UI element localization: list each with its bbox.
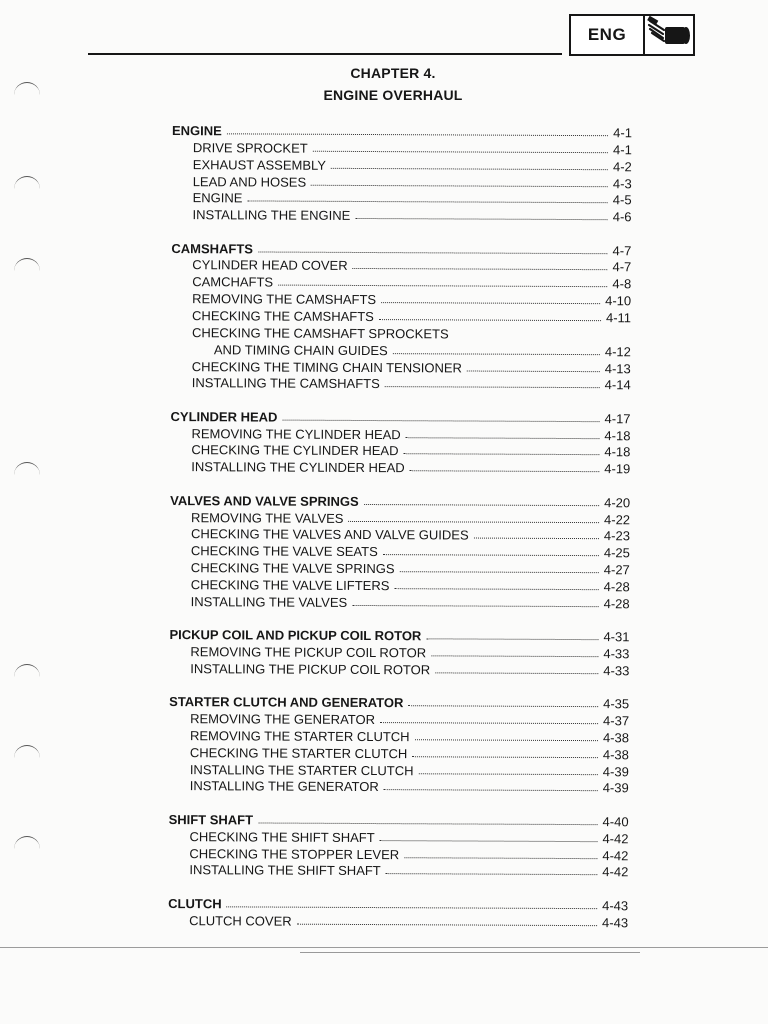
section-badge [569,14,695,56]
toc-page-number: 4-17 [604,410,631,426]
toc-entry-title: INSTALLING THE GENERATOR [189,778,379,795]
toc-entry-title: REMOVING THE CAMSHAFTS [192,291,377,308]
section-badge-label: ENG [587,25,627,44]
toc-entry [193,207,632,226]
dot-leader [364,494,599,506]
toc-page-number: 4-38 [602,746,629,762]
toc-entry-title: REMOVING THE STARTER CLUTCH [189,728,410,745]
dot-leader [386,863,598,875]
toc-page-number: 4-40 [602,813,629,830]
toc-entry-title: CYLINDER HEAD [170,408,278,425]
toc-entry-title: INSTALLING THE CAMSHAFTS [191,375,380,392]
toc-entry-title: INSTALLING THE ENGINE [192,207,351,224]
toc-entry-title: CHECKING THE CAMSHAFT SPROCKETS [191,324,449,342]
dot-leader [313,141,608,153]
toc-page-number: 4-39 [602,763,629,779]
engine-piston-icon [643,15,693,55]
toc-page-number: 4-11 [605,310,632,326]
toc-entry-title: ENGINE [171,123,222,139]
punch-hole-mark [14,664,40,677]
toc-entry-title: CHECKING THE STOPPER LEVER [189,845,400,862]
dot-leader [431,645,598,657]
toc-entry [190,779,629,798]
toc-entry-title: CAMSHAFTS [171,240,254,257]
toc-entry [191,459,630,478]
toc-page-number: 4-22 [604,511,631,527]
punch-hole-mark [14,462,40,475]
bottom-rule-secondary [300,952,640,953]
toc-entry-title: CLUTCH [168,895,222,911]
toc-entry-title: CHECKING THE VALVES AND VALVE GUIDES [190,526,469,543]
toc-page-number: 4-28 [603,595,630,612]
toc-page-number: 4-37 [603,713,630,729]
dot-leader [348,510,599,522]
toc-page-number: 4-3 [612,175,632,191]
toc-entry [190,661,629,680]
dot-leader [258,241,608,254]
dot-leader [381,292,600,304]
toc-page-number: 4-12 [604,343,631,359]
toc-entry-title: STARTER CLUTCH AND GENERATOR [169,694,404,711]
dot-leader [311,174,608,186]
dot-leader [227,123,608,136]
chapter-subtitle: ENGINE OVERHAUL [323,87,463,103]
dot-leader [400,561,599,573]
dot-leader [258,812,598,825]
toc-page-number: 4-19 [604,461,631,477]
toc-page-number: 4-35 [603,696,630,712]
toc-entry [191,594,630,613]
toc-entry-title: INSTALLING THE STARTER CLUTCH [189,761,414,778]
toc-page-number: 4-43 [602,897,629,913]
toc-entry-title: INSTALLING THE SHIFT SHAFT [189,862,381,879]
toc-entry [189,913,628,932]
dot-leader [278,275,607,288]
bottom-rule [0,947,768,948]
toc-page-number: 4-42 [602,830,629,846]
toc-entry-title: SHIFT SHAFT [168,811,254,828]
toc-entry-title: AND TIMING CHAIN GUIDES [213,341,388,358]
toc-page-number: 4-5 [612,192,632,208]
toc-page-number: 4-14 [604,377,631,393]
dot-leader [227,896,598,909]
dot-leader [406,427,600,439]
toc-page-number: 4-23 [603,528,631,544]
toc-page-number: 4-33 [603,662,630,679]
dot-leader [380,830,598,842]
toc-entry-title: CHECKING THE VALVE SPRINGS [190,560,395,577]
toc-page-number: 4-38 [602,730,630,746]
punch-hole-mark [14,836,40,849]
toc-entry-title: REMOVING THE GENERATOR [190,711,376,728]
toc-page-number: 4-2 [612,158,632,174]
dot-leader [385,376,600,388]
dot-leader [415,729,598,741]
toc-entry-title: CHECKING THE CAMSHAFTS [192,308,374,325]
dot-leader [403,444,599,456]
toc-page-number: 4-31 [603,629,630,645]
toc-page-number: 4-20 [604,494,631,510]
dot-leader [297,913,597,925]
dot-leader [394,578,598,590]
dot-leader [355,208,608,220]
toc-entry-title: REMOVING THE PICKUP COIL ROTOR [190,644,427,661]
toc-page-number: 4-7 [612,259,632,275]
toc-page-number: 4-6 [612,209,632,225]
toc-page-number: 4-39 [602,780,629,796]
dot-leader [353,258,608,270]
dot-leader [474,528,599,540]
dot-leader [331,158,608,170]
toc-entry-title: DRIVE SPROCKET [192,140,308,156]
header-rule [88,53,562,55]
toc-entry-title: CHECKING THE VALVE SEATS [190,543,378,560]
toc-page-number: 4-33 [603,646,630,662]
toc-entry-title: CHECKING THE TIMING CHAIN TENSIONER [191,358,463,375]
toc-entry-title: INSTALLING THE VALVES [190,593,348,610]
toc-page-number: 4-7 [612,242,632,258]
toc-entry-title: VALVES AND VALVE SPRINGS [170,492,359,509]
toc-page-number: 4-42 [602,847,629,863]
dot-leader [404,847,597,859]
dot-leader [435,662,598,674]
dot-leader [352,595,598,607]
toc-page-number: 4-18 [604,444,631,460]
dot-leader [426,628,598,640]
toc-page-number: 4-13 [604,360,631,376]
dot-leader [383,544,599,556]
toc-entry [192,376,631,395]
toc-entry-title: LEAD AND HOSES [192,173,307,190]
toc-page-number: 4-43 [602,914,629,930]
table-of-contents [160,123,640,930]
toc-entry-title: CHECKING THE STARTER CLUTCH [189,744,408,761]
dot-leader [282,409,599,422]
toc-page-number: 4-10 [605,293,632,309]
dot-leader [384,779,598,791]
toc-entry-title: ENGINE [192,190,243,206]
toc-entry-title: INSTALLING THE PICKUP COIL ROTOR [190,660,431,678]
toc-page-number: 4-42 [602,864,629,880]
toc-entry-title: INSTALLING THE CYLINDER HEAD [191,459,405,476]
toc-entry-title: REMOVING THE CYLINDER HEAD [191,425,401,442]
toc-entry-title: CLUTCH COVER [189,912,292,929]
toc-entry-title: REMOVING THE VALVES [191,509,344,526]
toc-page-number: 4-28 [603,579,630,595]
dot-leader [247,191,607,204]
toc-page-number: 4-8 [612,276,632,292]
toc-page-number: 4-1 [613,142,632,158]
toc-entry-title: CHECKING THE VALVE LIFTERS [190,577,390,594]
toc-entry-title: CYLINDER HEAD COVER [192,257,348,274]
punch-hole-mark [14,176,40,189]
toc-entry-title: PICKUP COIL AND PICKUP COIL ROTOR [169,627,422,644]
dot-leader [410,461,600,473]
toc-entry [189,862,628,881]
dot-leader [408,695,598,707]
toc-page-number: 4-1 [613,125,632,141]
punch-hole-mark [14,258,40,271]
toc-page-number: 4-27 [603,562,630,578]
dot-leader [419,763,598,775]
toc-entry-title: CHECKING THE CYLINDER HEAD [191,442,399,459]
dot-leader [380,712,598,724]
toc-entry-title: EXHAUST ASSEMBLY [192,156,327,173]
toc-entry-title: CAMCHAFTS [192,274,274,290]
toc-page-number: 4-18 [604,427,631,443]
chapter-title: CHAPTER 4. [350,65,436,81]
punch-hole-mark [14,745,40,758]
dot-leader [379,309,601,321]
dot-leader [412,746,598,758]
dot-leader [467,360,600,372]
toc-entry-title: CHECKING THE SHIFT SHAFT [189,828,375,845]
dot-leader [393,343,600,355]
toc-page-number: 4-25 [603,545,630,561]
